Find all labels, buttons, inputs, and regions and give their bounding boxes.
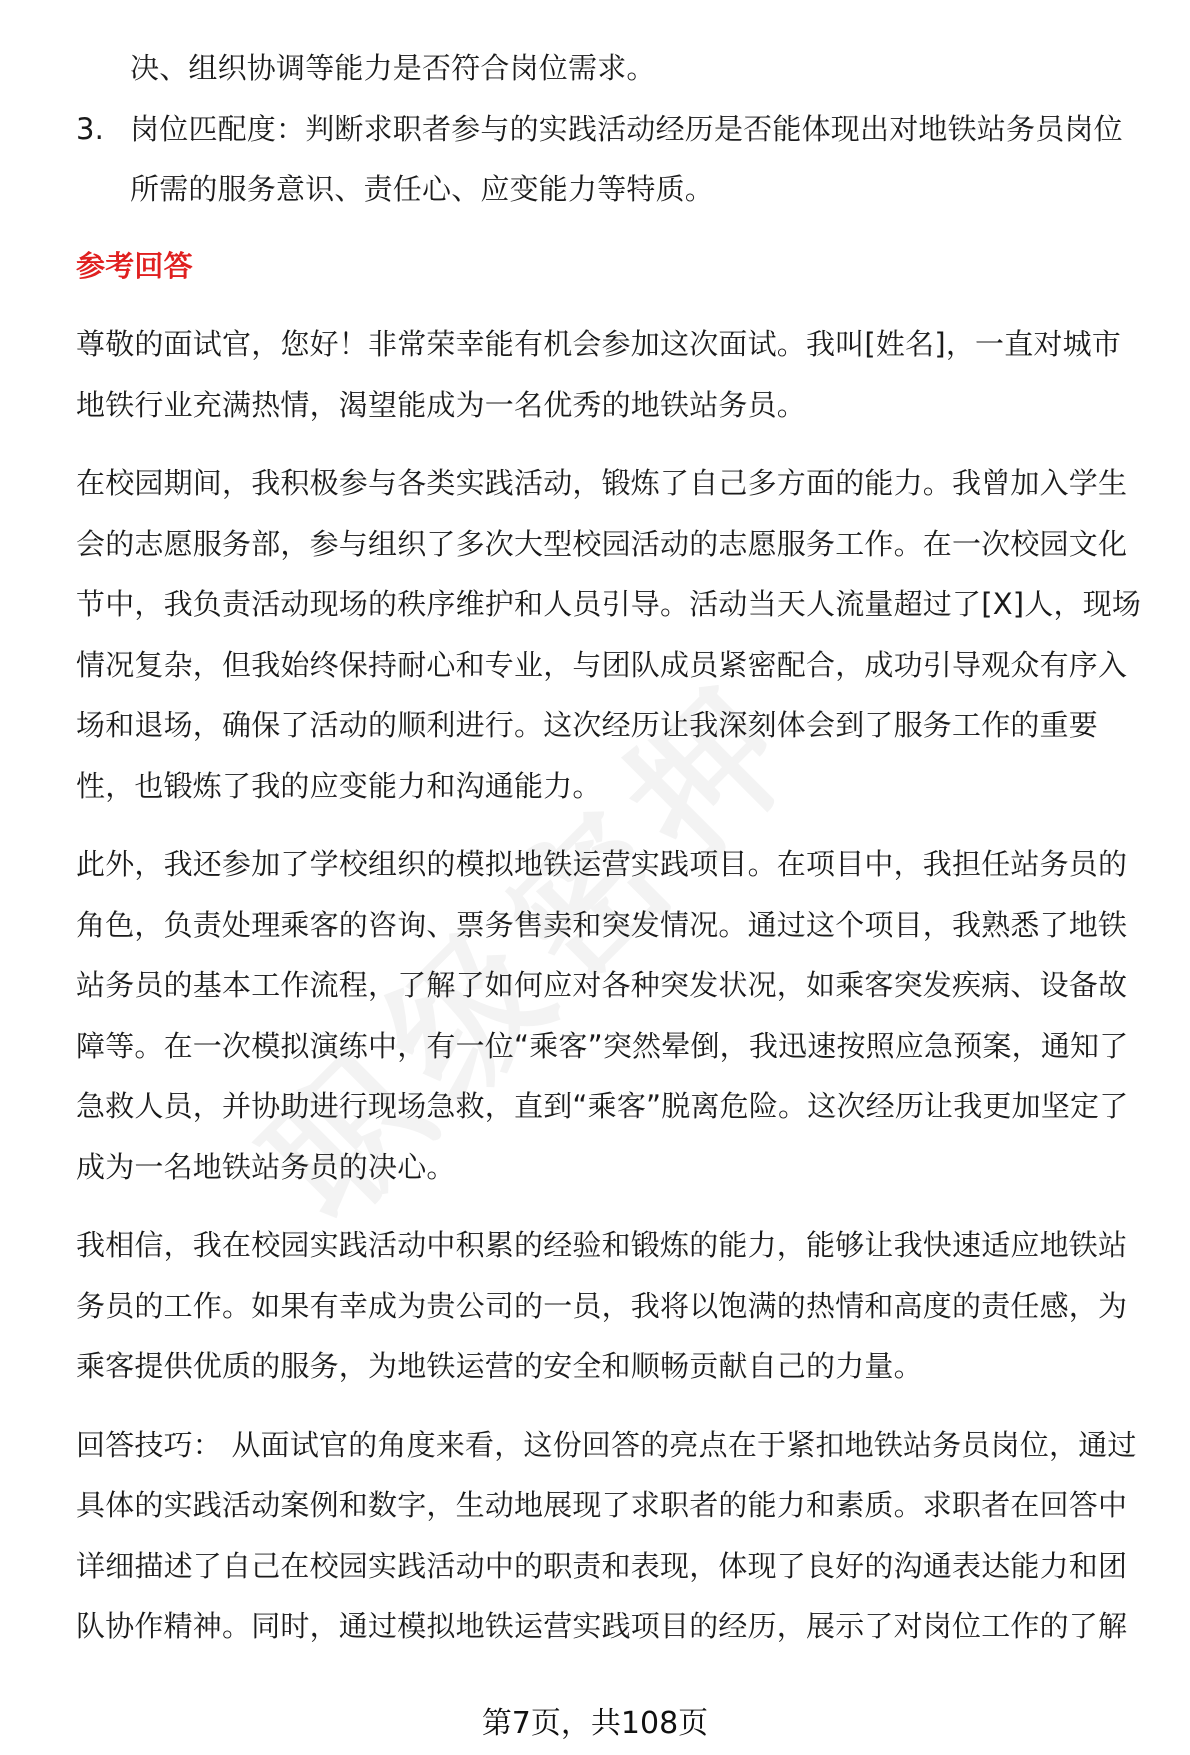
paragraph-line: 具体的实践活动案例和数字，生动地展现了求职者的能力和素质。求职者在回答中	[76, 1488, 1128, 1522]
list-item-text-line: 岗位匹配度：判断求职者参与的实践活动经历是否能体现出对地铁站务员岗位	[130, 111, 1123, 146]
paragraph	[76, 1215, 1156, 1397]
page-content	[76, 38, 1156, 1657]
paragraph-line: 场和退场，确保了活动的顺利进行。这次经历让我深刻体会到了服务工作的重要	[76, 708, 1099, 742]
list-item-text-line: 所需的服务意识、责任心、应变能力等特质。	[130, 172, 715, 206]
list-number: 3.	[76, 111, 105, 146]
paragraph	[76, 834, 1156, 1197]
paragraph-line: 地铁行业充满热情，渴望能成为一名优秀的地铁站务员。	[76, 387, 807, 422]
paragraph-line: 乘客提供优质的服务，为地铁运营的安全和顺畅贡献自己的力量。	[76, 1349, 923, 1383]
paragraph-line: 回答技巧： 从面试官的角度来看，这份回答的亮点在于紧扣地铁站务员岗位，通过	[76, 1427, 1137, 1462]
paragraph-line: 务员的工作。如果有幸成为贵公司的一员，我将以饱满的热情和高度的责任感，为	[76, 1288, 1128, 1323]
section-heading: 参考回答	[76, 248, 193, 283]
paragraph-line: 尊敬的面试官，您好！非常荣幸能有机会参加这次面试。我叫[姓名]，一直对城市	[76, 327, 1122, 361]
list-item-3	[76, 99, 1156, 220]
paragraph-line: 详细描述了自己在校园实践活动中的职责和表现，体现了良好的沟通表达能力和团	[76, 1548, 1128, 1583]
paragraph-line: 此外，我还参加了学校组织的模拟地铁运营实践项目。在项目中，我担任站务员的	[76, 847, 1128, 881]
paragraph	[76, 453, 1156, 816]
page-number-footer: 第7页，共108页	[481, 1706, 709, 1741]
paragraph-line: 我相信，我在校园实践活动中积累的经验和锻炼的能力，能够让我快速适应地铁站	[76, 1228, 1128, 1262]
paragraph-line: 障等。在一次模拟演练中，有一位“乘客”突然晕倒，我迅速按照应急预案，通知了	[76, 1028, 1129, 1063]
paragraph-line: 性，也锻炼了我的应变能力和沟通能力。	[76, 768, 602, 803]
paragraph-line: 站务员的基本工作流程，了解了如何应对各种突发状况，如乘客突发疾病、设备故	[76, 968, 1128, 1002]
paragraph-answer-tips	[76, 1415, 1156, 1657]
paragraph	[76, 314, 1156, 435]
list-item-continuation: 决、组织协调等能力是否符合岗位需求。	[130, 51, 656, 85]
paragraph-line: 在校园期间，我积极参与各类实践活动，锻炼了自己多方面的能力。我曾加入学生	[76, 466, 1128, 500]
paragraph-line: 急救人员，并协助进行现场急救，直到“乘客”脱离危险。这次经历让我更加坚定了	[76, 1089, 1129, 1123]
paragraph-line: 角色，负责处理乘客的咨询、票务售卖和突发情况。通过这个项目，我熟悉了地铁	[76, 907, 1128, 942]
paragraph-line: 节中，我负责活动现场的秩序维护和人员引导。活动当天人流量超过了[X]人，现场	[76, 587, 1142, 621]
paragraph-line: 队协作精神。同时，通过模拟地铁运营实践项目的经历，展示了对岗位工作的了解	[76, 1609, 1128, 1643]
paragraph-line: 成为一名地铁站务员的决心。	[76, 1149, 456, 1184]
paragraph-line: 会的志愿服务部，参与组织了多次大型校园活动的志愿服务工作。在一次校园文化	[76, 526, 1128, 561]
paragraph-line: 情况复杂，但我始终保持耐心和专业，与团队成员紧密配合，成功引导观众有序入	[76, 647, 1128, 682]
